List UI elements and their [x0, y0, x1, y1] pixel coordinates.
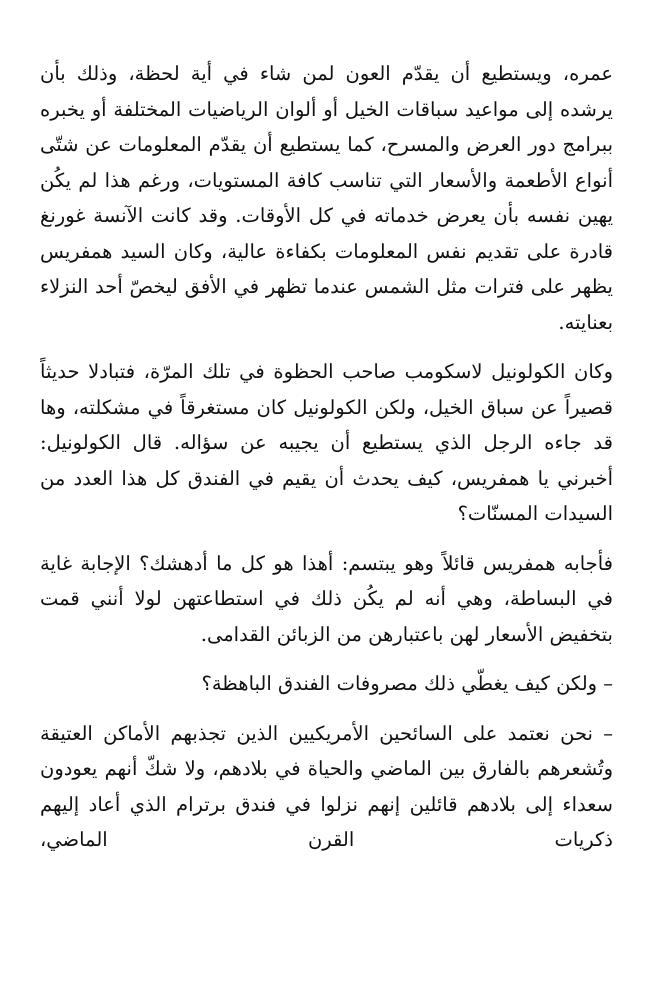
paragraph-5-dialogue: – نحن نعتمد على السائحين الأمريكيين الذين تجذبهم الأماكن العتيقة وتُشعرهم بالفارق بين الماضي والحياة في بلادهم، ولا شكّ أنهم يعودون سعداء إلى بلادهم قائلين إنهم نزلوا في فندق برترام الذي أعاد إليهم ذكريات القرن الماضي،	[40, 721, 613, 851]
paragraph-2: وكان الكولونيل لاسكومب صاحب الحظوة في تلك المرّة، فتبادلا حديثاً قصيراً عن سباق الخيل، ولكن الكولونيل كان مستغرقاً في مشكلته، وها قد جاءه الرجل الذي يستطيع أن يجيبه عن سؤاله. قال الكولونيل: أخبرني يا همفريس، كيف يحدث أن يقيم في الفندق كل هذا العدد من السيدات المسنّات؟	[40, 360, 613, 525]
paragraph-3: فأجابه همفريس قائلاً وهو يبتسم: أهذا هو كل ما أدهشك؟ الإجابة غاية في البساطة، وهي أنه لم يكُن ذلك في استطاعتهن لولا أنني قمت بتخفيض الأسعار لهن باعتبارهن من الزبائن القدامى.	[40, 551, 613, 646]
paragraph-1: عمره، ويستطيع أن يقدّم العون لمن شاء في أية لحظة، وذلك بأن يرشده إلى مواعيد سباقات الخيل أو ألوان الرياضيات المختلفة أو يخبره ببرامج دور العرض والمسرح، كما يستطيع أن يقدّم المعلومات عن شتّى أنواع الأطعمة والأسعار التي تناسب كافة المستويات، ورغم هذا لم يكُن يهين نفسه بأن يعرض خدماته في كل الأوقات. وقد كانت الآنسة غورنغ قادرة على تقديم نفس المعلومات بكفاءة عالية، وكان السيد همفريس يظهر على فترات مثل الشمس عندما تظهر في الأفق ليخصّ أحد النزلاء بعنايته.	[40, 62, 613, 334]
paragraph-4-dialogue: – ولكن كيف يغطّي ذلك مصروفات الفندق الباهظة؟	[201, 672, 613, 695]
